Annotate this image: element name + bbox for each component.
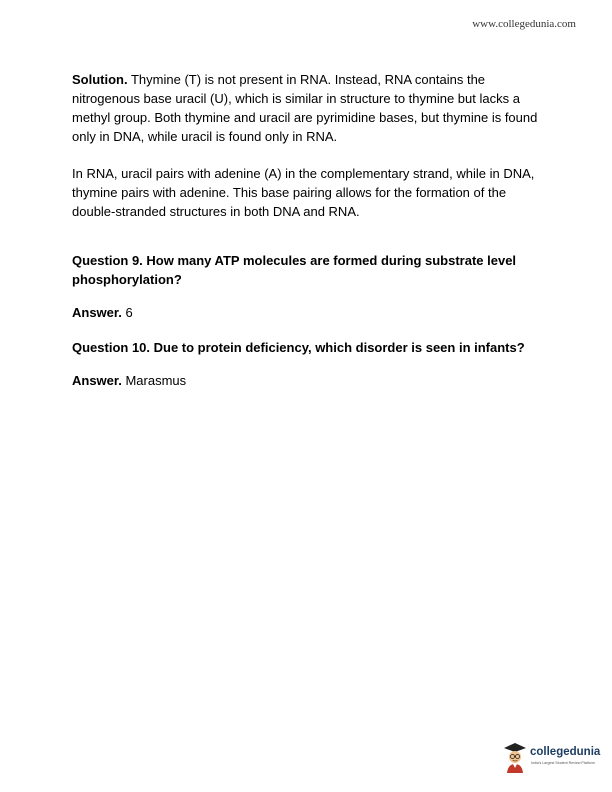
solution-text-1: Thymine (T) is not present in RNA. Instead, RNA contains the nitrogenous base uracil (U), which is similar in structure to thymine but lacks a methyl group. Both thymine and uracil are pyrimidine bases, but thymine is found only in DNA, while uracil is found only in RNA. [72, 72, 538, 144]
header-url: www.collegedunia.com [472, 18, 576, 30]
answer-10-text: Marasmus [121, 373, 187, 388]
collegedunia-logo [502, 740, 601, 778]
main-content [72, 70, 542, 390]
logo-wordmark: collegedunia [530, 746, 601, 758]
answer-9-label: Answer. [72, 305, 122, 320]
answer-9-text: 6 [121, 305, 133, 320]
collegedunia-mascot-icon [502, 740, 528, 776]
answer-9 [72, 303, 542, 322]
logo-tagline: India's Largest Student Review Platform [531, 761, 595, 765]
answer-10-label: Answer. [72, 373, 122, 388]
question-9: Question 9. How many ATP molecules are formed during substrate level phosphorylation? [72, 253, 517, 287]
solution-paragraph-1 [72, 70, 542, 146]
solution-label: Solution. [72, 72, 128, 87]
question-10: Question 10. Due to protein deficiency, which disorder is seen in infants? [72, 340, 525, 355]
answer-10 [72, 371, 542, 390]
solution-paragraph-2: In RNA, uracil pairs with adenine (A) in the complementary strand, while in DNA, thymine pairs with adenine. This base pairing allows for the formation of the double-stranded structures in both DNA and RNA. [72, 166, 535, 219]
